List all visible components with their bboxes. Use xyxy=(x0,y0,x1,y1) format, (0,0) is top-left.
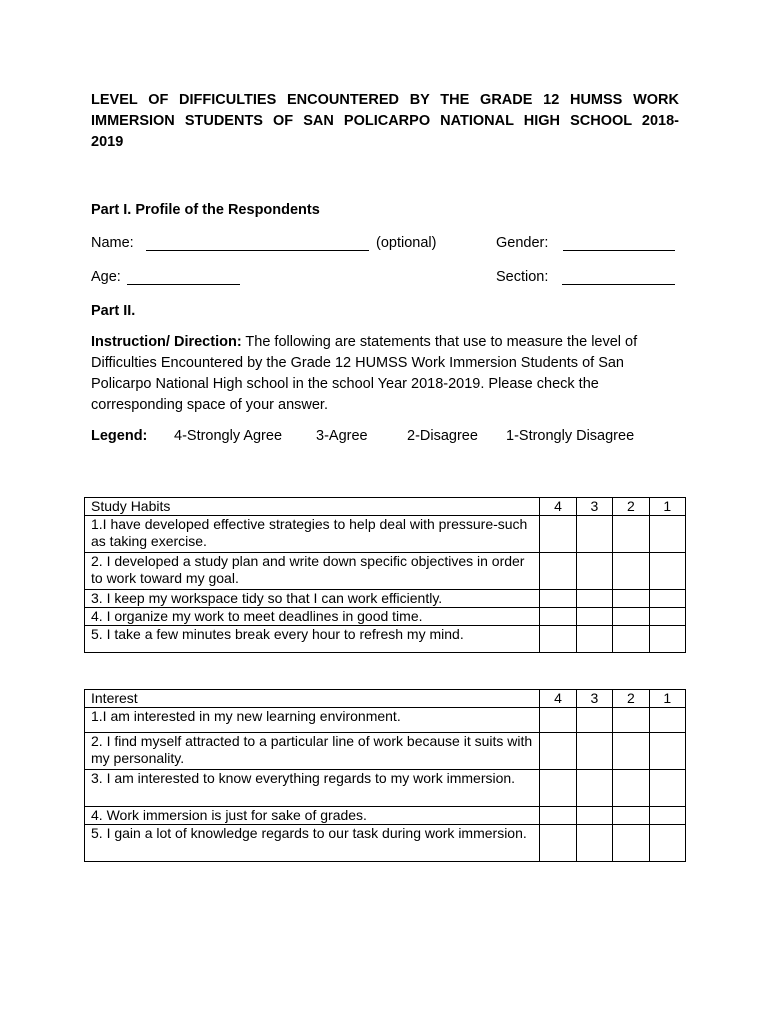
rating-cell[interactable] xyxy=(613,590,649,608)
rating-cell[interactable] xyxy=(576,807,612,825)
rating-cell[interactable] xyxy=(649,553,685,590)
rating-cell[interactable] xyxy=(613,608,649,626)
rating-cell[interactable] xyxy=(613,516,649,553)
rating-cell[interactable] xyxy=(576,590,612,608)
rating-cell[interactable] xyxy=(540,553,576,590)
name-label: Name: xyxy=(91,235,134,251)
rating-cell[interactable] xyxy=(613,708,649,733)
rating-cell[interactable] xyxy=(540,626,576,653)
age-label: Age: xyxy=(91,269,121,285)
rating-cell[interactable] xyxy=(613,807,649,825)
table-header-row xyxy=(85,690,686,708)
title-line-2: IMMERSION STUDENTS OF SAN POLICARPO NATIONAL HIGH SCHOOL 2018- xyxy=(91,113,679,129)
optional-label: (optional) xyxy=(376,235,437,251)
rating-cell[interactable] xyxy=(576,708,612,733)
rating-cell[interactable] xyxy=(540,590,576,608)
name-field[interactable] xyxy=(146,250,369,251)
rating-cell[interactable] xyxy=(613,770,649,807)
table-row xyxy=(85,626,686,653)
age-field[interactable] xyxy=(127,284,240,285)
rating-cell[interactable] xyxy=(540,608,576,626)
study-habits-table xyxy=(84,497,686,653)
table-row xyxy=(85,608,686,626)
rating-cell[interactable] xyxy=(540,733,576,770)
rating-cell[interactable] xyxy=(649,590,685,608)
gender-label: Gender: xyxy=(496,235,549,251)
statement: 5. I take a few minutes break every hour to refresh my mind. xyxy=(85,626,540,653)
interest-table xyxy=(84,689,686,862)
section-field[interactable] xyxy=(562,284,675,285)
statement: 4. I organize my work to meet deadlines in good time. xyxy=(85,608,540,626)
table-row xyxy=(85,733,686,770)
rating-cell[interactable] xyxy=(576,626,612,653)
document-title xyxy=(91,90,679,153)
rating-cell[interactable] xyxy=(649,733,685,770)
statement: 1.I have developed effective strategies to help deal with pressure-such as taking exercise. xyxy=(85,516,540,553)
statement: 2. I find myself attracted to a particular line of work because it suits with my personality. xyxy=(85,733,540,770)
rating-cell[interactable] xyxy=(613,825,649,862)
rating-cell[interactable] xyxy=(576,733,612,770)
legend-item: 3-Agree xyxy=(316,428,368,444)
rating-cell[interactable] xyxy=(576,825,612,862)
rating-cell[interactable] xyxy=(576,770,612,807)
rating-cell[interactable] xyxy=(649,807,685,825)
statement: 4. Work immersion is just for sake of grades. xyxy=(85,807,540,825)
table-row xyxy=(85,770,686,807)
statement: 3. I am interested to know everything regards to my work immersion. xyxy=(85,770,540,807)
section-label: Section: xyxy=(496,269,549,285)
scale-header: 4 xyxy=(540,690,576,708)
rating-cell[interactable] xyxy=(649,516,685,553)
rating-cell[interactable] xyxy=(540,770,576,807)
legend-item: 2-Disagree xyxy=(407,428,478,444)
title-line-3: 2019 xyxy=(91,134,124,150)
table-header: Interest xyxy=(85,690,540,708)
part1-heading: Part I. Profile of the Respondents xyxy=(91,202,320,218)
legend-item: 1-Strongly Disagree xyxy=(506,428,635,444)
rating-cell[interactable] xyxy=(540,516,576,553)
age-section-row xyxy=(91,269,691,289)
statement: 3. I keep my workspace tidy so that I can work efficiently. xyxy=(85,590,540,608)
statement: 1.I am interested in my new learning environment. xyxy=(85,708,540,733)
statement: 5. I gain a lot of knowledge regards to our task during work immersion. xyxy=(85,825,540,862)
title-line-1: LEVEL OF DIFFICULTIES ENCOUNTERED BY THE GRADE 12 HUMSS WORK xyxy=(91,92,679,108)
table-row xyxy=(85,825,686,862)
table-header: Study Habits xyxy=(85,498,540,516)
scale-header: 2 xyxy=(613,690,649,708)
part2-heading: Part II. xyxy=(91,303,136,319)
rating-cell[interactable] xyxy=(576,608,612,626)
rating-cell[interactable] xyxy=(576,553,612,590)
rating-cell[interactable] xyxy=(613,733,649,770)
rating-cell[interactable] xyxy=(540,825,576,862)
statement: 2. I developed a study plan and write down specific objectives in order to work toward my goal. xyxy=(85,553,540,590)
gender-field[interactable] xyxy=(563,250,675,251)
scale-header: 3 xyxy=(576,690,612,708)
rating-cell[interactable] xyxy=(613,553,649,590)
rating-cell[interactable] xyxy=(649,770,685,807)
table-header-row xyxy=(85,498,686,516)
instruction-paragraph xyxy=(91,332,671,416)
rating-cell[interactable] xyxy=(649,626,685,653)
name-gender-row xyxy=(91,235,691,255)
table-row xyxy=(85,590,686,608)
instruction-label: Instruction/ Direction: xyxy=(91,334,242,350)
table-row xyxy=(85,807,686,825)
instruction-text: The following are statements that use to measure the level of Difficulties Encountered by the Grade 12 HUMSS Work Immersion Students of San Policarpo National High school in the school Year 2018-2019. Please check the corresponding space of your answer. xyxy=(91,334,638,413)
rating-cell[interactable] xyxy=(613,626,649,653)
scale-header: 1 xyxy=(649,498,685,516)
rating-cell[interactable] xyxy=(649,608,685,626)
table-row xyxy=(85,708,686,733)
legend-item: 4-Strongly Agree xyxy=(174,428,283,444)
legend-label: Legend: xyxy=(91,428,148,444)
scale-header: 4 xyxy=(540,498,576,516)
table-row xyxy=(85,553,686,590)
rating-cell[interactable] xyxy=(649,708,685,733)
scale-header: 2 xyxy=(613,498,649,516)
rating-cell[interactable] xyxy=(576,516,612,553)
scale-header: 1 xyxy=(649,690,685,708)
scale-header: 3 xyxy=(576,498,612,516)
table-row xyxy=(85,516,686,553)
rating-cell[interactable] xyxy=(649,825,685,862)
rating-cell[interactable] xyxy=(540,708,576,733)
rating-cell[interactable] xyxy=(540,807,576,825)
